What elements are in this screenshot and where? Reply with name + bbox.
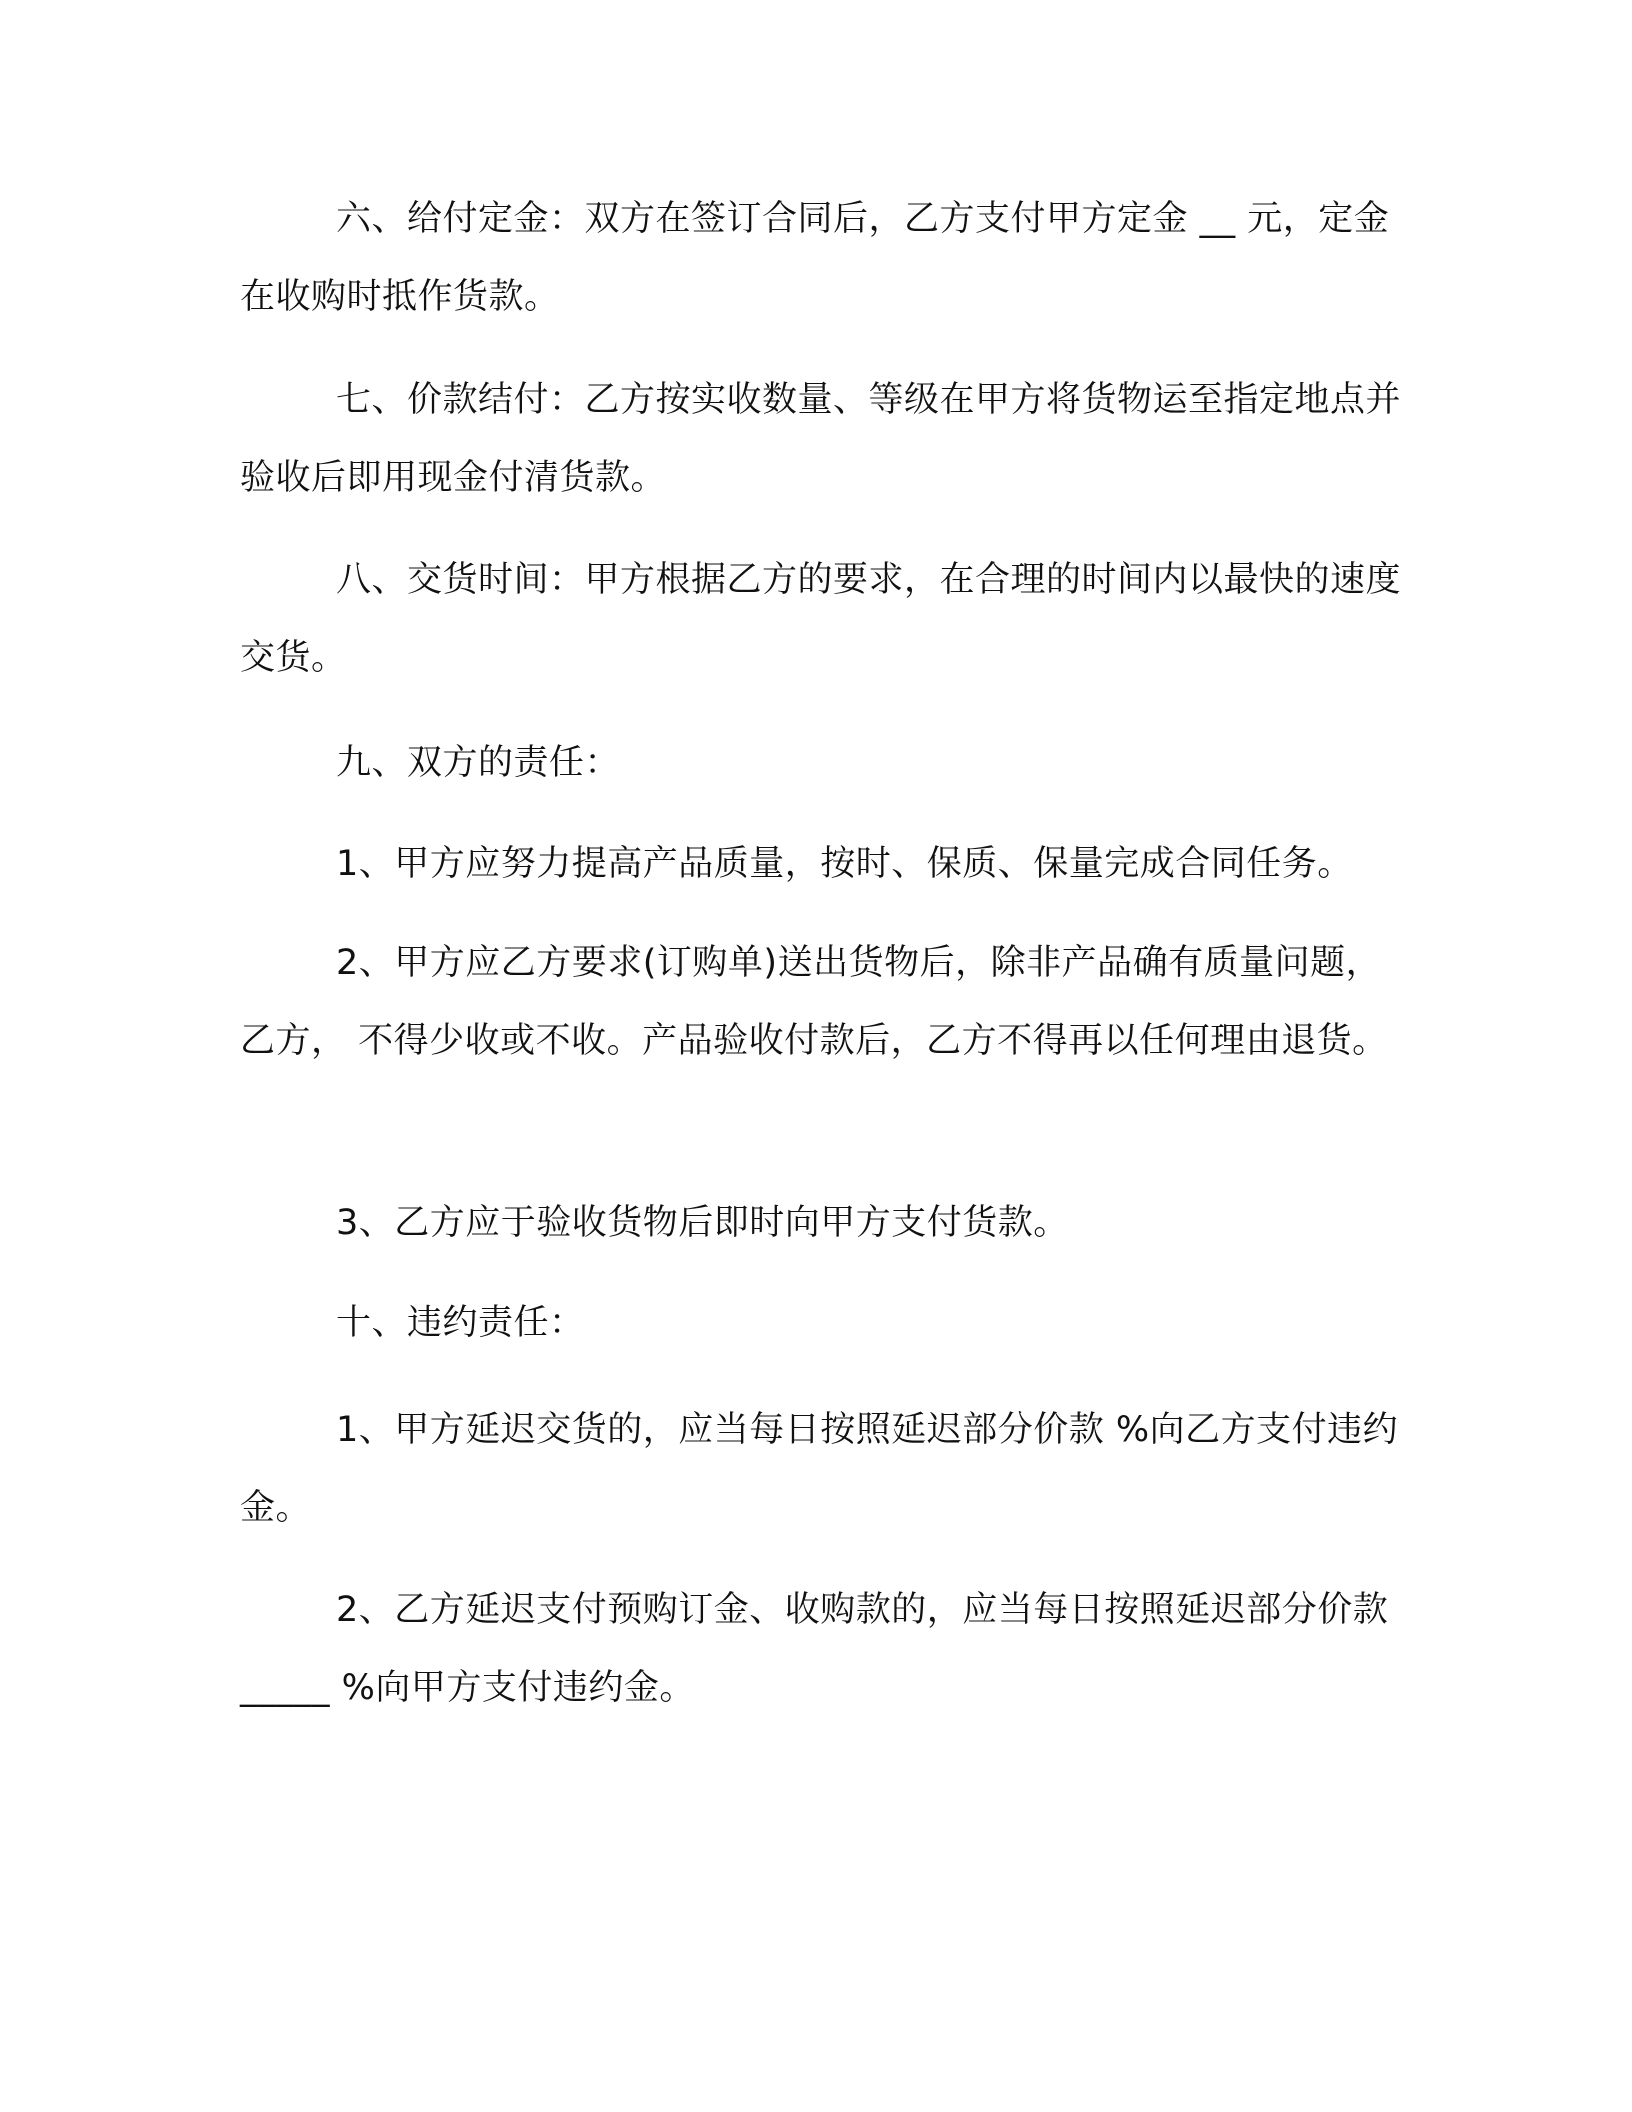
clause-nine-heading: 九、双方的责任：	[336, 743, 621, 783]
clause-nine-item-3: 3、乙方应于验收货物后即时向甲方支付货款。	[336, 1203, 1069, 1243]
clause-nine-item-1: 1、甲方应努力提高产品质量，按时、保质、保量完成合同任务。	[336, 844, 1353, 884]
clause-ten-heading: 十、违约责任：	[336, 1303, 585, 1343]
clause-eight-delivery-time: 八、交货时间：甲方根据乙方的要求，在合理的时间内以最快的速度交货。	[240, 560, 1402, 678]
clause-ten-item-1: 1、甲方延迟交货的，应当每日按照延迟部分价款 %向乙方支付违约金。	[240, 1410, 1399, 1528]
clause-six-deposit: 六、给付定金：双方在签订合同后，乙方支付甲方定金 __ 元，定金在收购时抵作货款。	[240, 199, 1390, 317]
clause-seven-payment: 七、价款结付：乙方按实收数量、等级在甲方将货物运至指定地点并验收后即用现金付清货款。	[240, 380, 1402, 498]
clause-ten-item-2: 2、乙方延迟支付预购订金、收购款的，应当每日按照延迟部分价款 _____ %向甲方支付违约金。	[240, 1590, 1389, 1708]
clause-nine-item-2: 2、甲方应乙方要求(订购单)送出货物后，除非产品确有质量问题，乙方， 不得少收或不收。产品验收付款后，乙方不得再以任何理由退货。	[240, 943, 1388, 1061]
